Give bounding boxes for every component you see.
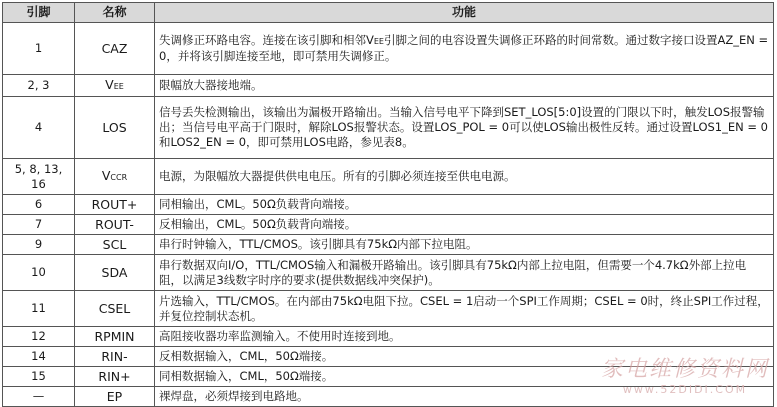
watermark-text: 家电维修资料网 <box>600 357 769 382</box>
pin-name: SDA <box>75 255 155 291</box>
pin-function: 限幅放大器接地端。 <box>155 75 774 97</box>
pin-number: 2, 3 <box>3 75 75 97</box>
pin-name-subscript: EE <box>113 82 124 91</box>
header-name: 名称 <box>75 3 155 23</box>
table-row <box>3 291 774 327</box>
table-row <box>3 235 774 255</box>
table-row <box>3 327 774 347</box>
pin-function: 同相数据输入，CML，50Ω端接。 <box>155 367 774 387</box>
site-watermark <box>601 352 769 396</box>
table-row <box>3 23 774 75</box>
watermark-url: www.52DIDI.COM <box>622 383 748 396</box>
pin-function: 反相数据输入，CML，50Ω端接。 <box>155 347 774 367</box>
pin-function: 反相输出，CML。50Ω负载背向端接。 <box>155 215 774 235</box>
pin-function: 高阻接收器功率监测输入。不使用时连接到地。 <box>155 327 774 347</box>
pin-name: CAZ <box>75 23 155 75</box>
pin-number: — <box>3 387 75 407</box>
pin-name: LOS <box>75 97 155 159</box>
pin-function: 串行数据双向I/O，TTL/CMOS输入和漏极开路输出。该引脚具有75kΩ内部上拉电阻，但需要一个4.7kΩ外部上拉电阻，以满足3线数字时序的要求(提供数据线冲突保护)。 <box>155 255 774 291</box>
table-row <box>3 97 774 159</box>
pin-number: 7 <box>3 215 75 235</box>
pin-function: 片选输入，TTL/CMOS。在内部由75kΩ电阻下拉。CSEL = 1启动一个SPI工作周期；CSEL = 0时，终止SPI工作过程，并复位控制状态机。 <box>155 291 774 327</box>
pin-function: 信号丢失检测输出，该输出为漏极开路输出。当输入信号电平下降到SET_LOS[5:0]设置的门限以下时，触发LOS报警输出；当信号电平高于门限时，解除LOS报警状态。设置LOS_POL = 0可以使LOS输出极性反转。通过设置LOS1_EN = 0和LOS2_EN = 0，即可禁用LOS电路，参见表8。 <box>155 97 774 159</box>
pin-function: 串行时钟输入，TTL/CMOS。该引脚具有75kΩ内部下拉电阻。 <box>155 235 774 255</box>
pin-number: 10 <box>3 255 75 291</box>
pin-number: 11 <box>3 291 75 327</box>
table-row <box>3 159 774 195</box>
pin-function: 裸焊盘，必须焊接到电路地。 <box>155 387 774 407</box>
table-row <box>3 75 774 97</box>
pin-number: 1 <box>3 23 75 75</box>
table-row <box>3 255 774 291</box>
table-row <box>3 195 774 215</box>
pin-number: 9 <box>3 235 75 255</box>
pin-number: 15 <box>3 367 75 387</box>
pin-name <box>75 75 155 97</box>
pin-number: 14 <box>3 347 75 367</box>
pin-name: ROUT- <box>75 215 155 235</box>
pin-function: 同相输出，CML。50Ω负载背向端接。 <box>155 195 774 215</box>
table-row <box>3 215 774 235</box>
pin-name: RIN+ <box>75 367 155 387</box>
pin-function-text-rest: 引脚之间的电容设置失调修正环路的时间常数。通过数字接口设置AZ_EN = 0，并将该引脚连接至地，即可禁用失调修正。 <box>159 33 769 63</box>
pin-function: 电源，为限幅放大器提供供电电压。所有的引脚必须连接至供电电源。 <box>155 159 774 195</box>
pin-number: 12 <box>3 327 75 347</box>
pin-name: RIN- <box>75 347 155 367</box>
pin-name-text: V <box>101 168 111 183</box>
pin-name <box>75 159 155 195</box>
pin-function-subscript: EE <box>373 37 384 46</box>
pin-number: 5, 8, 13, 16 <box>3 159 75 195</box>
table-header-row <box>3 3 774 23</box>
pin-function <box>155 23 774 75</box>
pin-function-table <box>2 2 774 407</box>
header-function: 功能 <box>155 3 774 23</box>
pin-name: SCL <box>75 235 155 255</box>
pin-name: CSEL <box>75 291 155 327</box>
pin-function-text: 失调修正环路电容。连接在该引脚和相邻V <box>159 33 374 47</box>
pin-name: EP <box>75 387 155 407</box>
pin-number: 6 <box>3 195 75 215</box>
header-pin: 引脚 <box>3 3 75 23</box>
pin-name: ROUT+ <box>75 195 155 215</box>
pin-name-subscript: CCR <box>110 173 128 182</box>
pin-name: RPMIN <box>75 327 155 347</box>
pin-number: 4 <box>3 97 75 159</box>
pin-name-text: V <box>105 77 114 92</box>
